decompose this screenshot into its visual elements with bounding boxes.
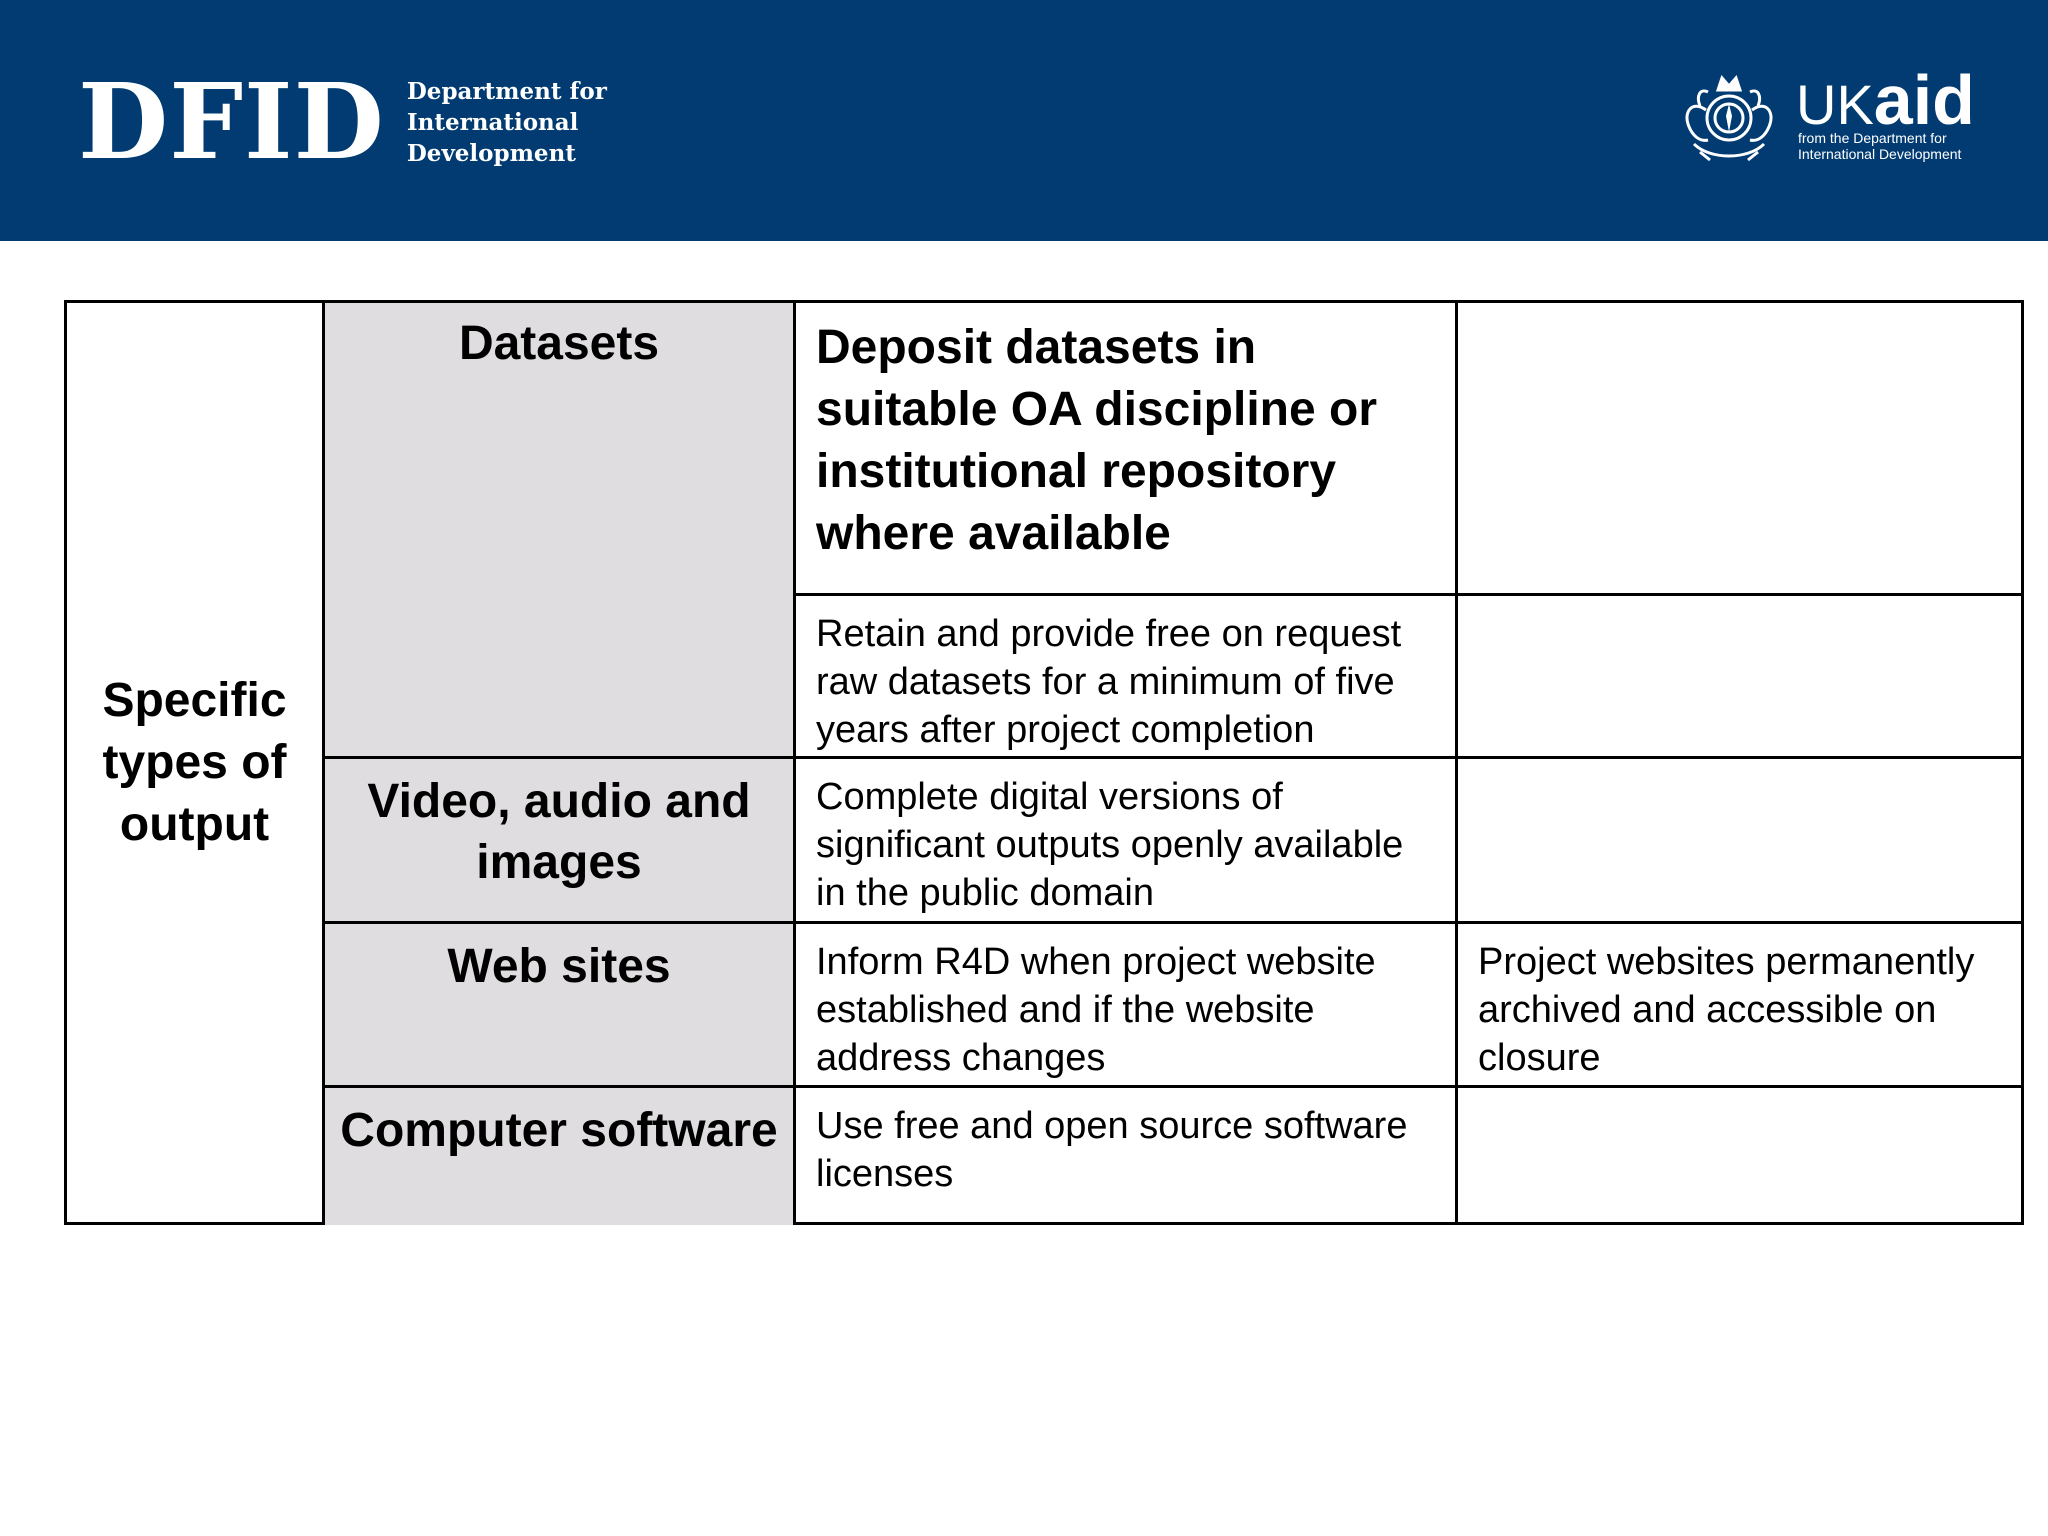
header-banner [0, 0, 2048, 241]
grid-line [325, 1085, 2021, 1088]
action-cell-deposit: Deposit datasets in suitable OA discipline or institutional repository where available [816, 321, 1377, 560]
category-cell-software: Computer software [325, 1088, 793, 1225]
dfid-logo [78, 60, 607, 183]
category-cell-websites: Web sites [325, 924, 793, 1085]
note-cell-websites: Project websites permanently archived and accessible on closure [1478, 941, 1975, 1079]
group-label-cell [67, 303, 322, 1222]
ukaid-logo [1670, 60, 1975, 170]
group-label: Specific types of output [102, 673, 287, 851]
note-cell-3 [1458, 759, 2021, 921]
ukaid-wordmark: UKaid [1796, 61, 1975, 139]
output-requirements-table [64, 300, 2024, 1225]
category-cell-datasets: Datasets [325, 303, 793, 756]
action-cell-licenses: Use free and open source software licenses [816, 1105, 1408, 1195]
grid-line [325, 756, 2021, 759]
note-cell-1 [1458, 303, 2021, 593]
category-cell-video: Video, audio and images [325, 759, 793, 921]
note-cell-2 [1458, 596, 2021, 756]
action-cell-retain: Retain and provide free on request raw datasets for a minimum of five years after project completion [816, 613, 1402, 751]
ukaid-tagline: from the Department for International Development [1798, 130, 1962, 162]
note-cell-5 [1458, 1088, 2021, 1225]
grid-line [796, 593, 2021, 596]
dfid-department-name: Department for International Development [406, 77, 607, 167]
grid-line [325, 921, 2021, 924]
action-cell-inform: Inform R4D when project website established and if the website address changes [816, 941, 1376, 1079]
royal-crest-icon [1670, 60, 1788, 170]
action-cell-digital: Complete digital versions of significant outputs openly available in the public domain [816, 776, 1404, 914]
dfid-wordmark: DFID [78, 60, 385, 183]
